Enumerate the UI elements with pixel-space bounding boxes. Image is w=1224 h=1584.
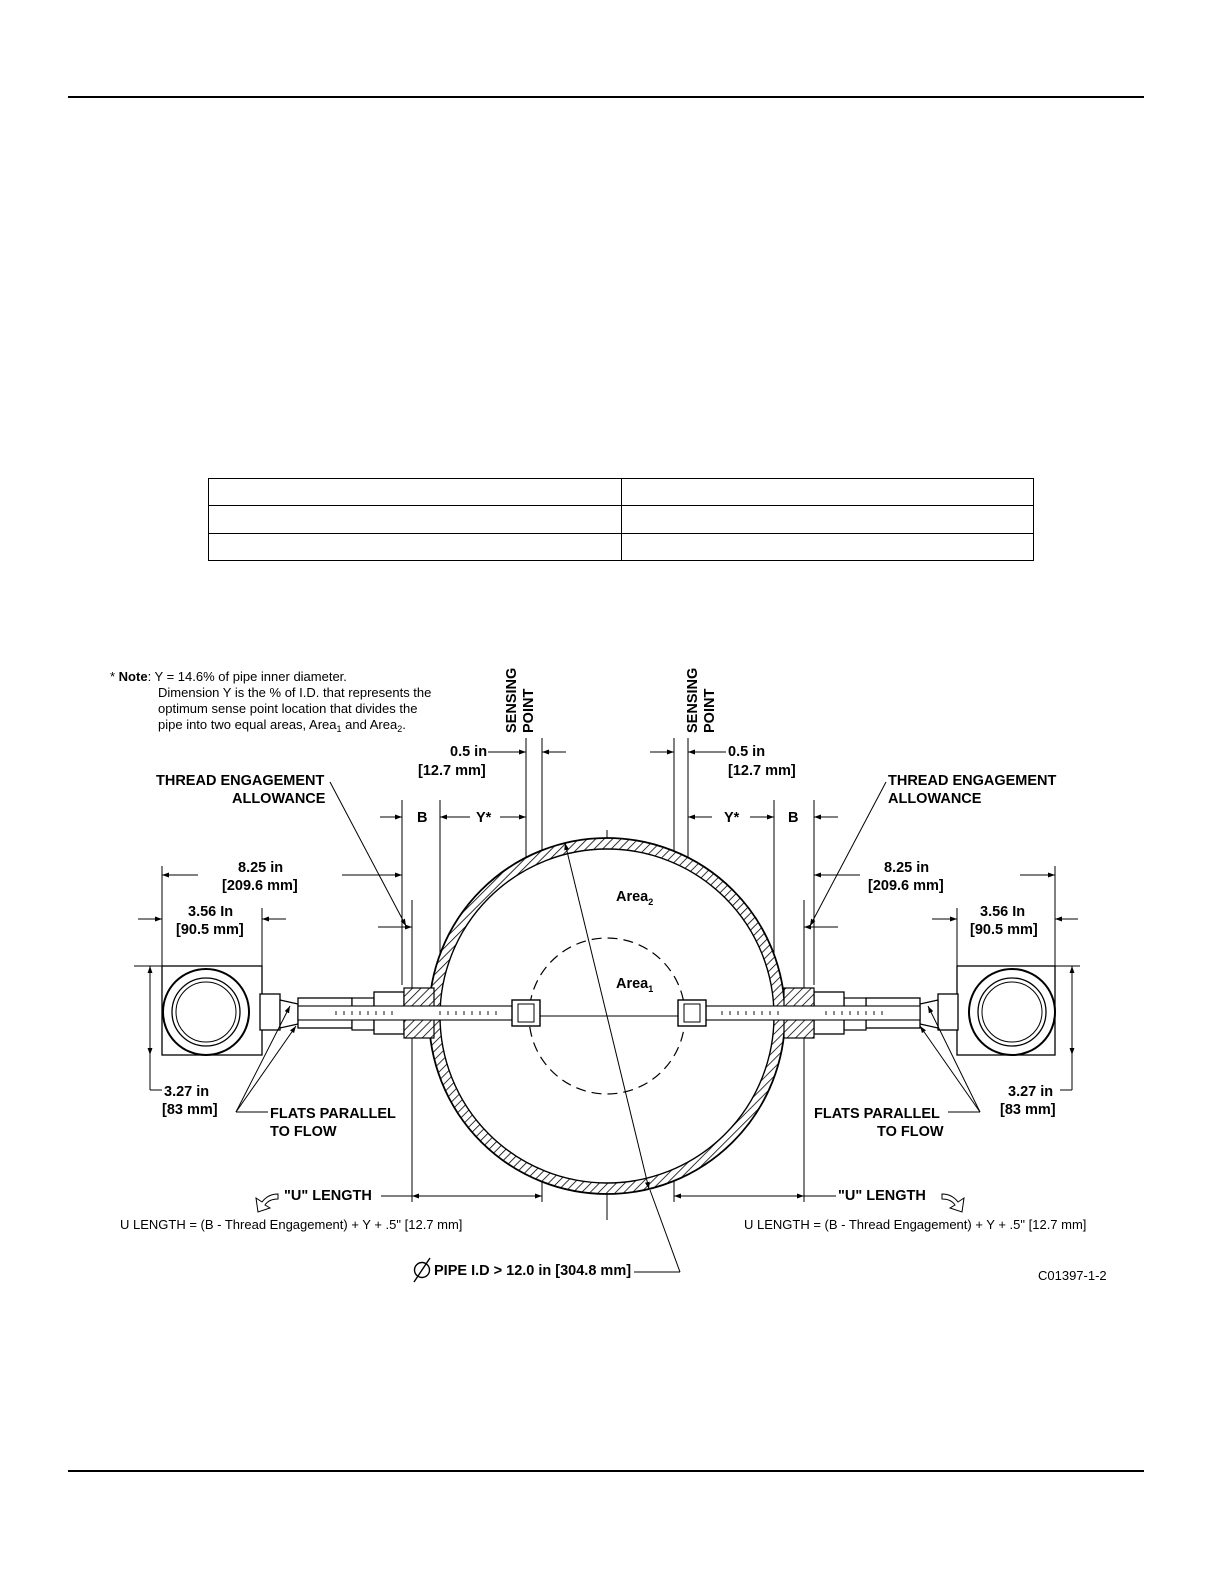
- svg-text:3.27 in: 3.27 in: [1008, 1084, 1054, 1100]
- svg-text:THREAD ENGAGEMENT: THREAD ENGAGEMENT: [888, 773, 1057, 789]
- svg-text:[83 mm]: [83 mm]: [1000, 1102, 1056, 1118]
- blank-table: [208, 478, 1034, 561]
- svg-text:POINT: POINT: [521, 688, 537, 733]
- note-line3: optimum sense point location that divides the: [158, 701, 418, 716]
- header-rule: [68, 96, 1144, 98]
- svg-text:[209.6 mm]: [209.6 mm]: [222, 878, 298, 894]
- dim-half-inch-right: [650, 744, 796, 779]
- svg-text:0.5 in: 0.5 in: [728, 744, 766, 760]
- u-length-left: [120, 1188, 542, 1232]
- svg-text:Y*: Y*: [476, 810, 492, 826]
- svg-text:TO FLOW: TO FLOW: [270, 1124, 337, 1140]
- svg-text:SENSING: SENSING: [685, 667, 701, 733]
- u-length-right: [674, 1188, 1086, 1232]
- svg-text:8.25 in: 8.25 in: [884, 860, 930, 876]
- svg-text:[209.6 mm]: [209.6 mm]: [868, 878, 944, 894]
- note-line4c: .: [402, 717, 406, 732]
- note-line2: Dimension Y is the % of I.D. that represents the: [158, 685, 432, 700]
- svg-text:U LENGTH = (B - Thread Engagem: U LENGTH = (B - Thread Engagement) + Y + .5" [12.7 mm]: [120, 1217, 463, 1232]
- table-cell: [209, 506, 622, 533]
- note-line4a: pipe into two equal areas, Area: [158, 717, 337, 732]
- svg-text:[90.5 mm]: [90.5 mm]: [176, 922, 244, 938]
- svg-text:POINT: POINT: [702, 688, 718, 733]
- svg-text:FLATS PARALLEL: FLATS PARALLEL: [814, 1106, 940, 1122]
- table-cell: [621, 506, 1034, 533]
- footer-rule: [68, 1470, 1144, 1472]
- note-line1: : Y = 14.6% of pipe inner diameter.: [147, 669, 347, 684]
- note-sub2: 2: [397, 724, 403, 734]
- svg-text:3.56 In: 3.56 In: [980, 904, 1026, 920]
- svg-text:[90.5 mm]: [90.5 mm]: [970, 922, 1038, 938]
- pipe-id-callout: [414, 1190, 680, 1282]
- area1-label: Area$_1$: [616, 976, 654, 994]
- dim-356-left: [138, 904, 412, 938]
- sensing-point-left: [504, 668, 537, 733]
- installation-drawing: [0, 600, 1224, 1300]
- svg-text:TO FLOW: TO FLOW: [877, 1124, 944, 1140]
- svg-text:ALLOWANCE: ALLOWANCE: [232, 791, 326, 807]
- svg-text:Y*: Y*: [724, 810, 740, 826]
- svg-text:U LENGTH = (B - Thread Engagem: U LENGTH = (B - Thread Engagement) + Y + .5" [12.7 mm]: [744, 1217, 1087, 1232]
- svg-text:* Note: Y = 14.6% of pipe inne: [110, 669, 347, 684]
- svg-text:SENSING: SENSING: [504, 667, 520, 733]
- svg-text:[83 mm]: [83 mm]: [162, 1102, 218, 1118]
- table-cell: [209, 479, 622, 506]
- svg-text:B: B: [788, 810, 799, 826]
- table-cell: [621, 533, 1034, 560]
- svg-text:THREAD ENGAGEMENT: THREAD ENGAGEMENT: [156, 773, 325, 789]
- dim-356-right: [804, 904, 1078, 938]
- svg-text:pipe into two equal areas, Are: [158, 717, 406, 734]
- dim-825-right: [814, 860, 1055, 894]
- table-cell: [209, 533, 622, 560]
- svg-text:[12.7 mm]: [12.7 mm]: [418, 763, 486, 779]
- area2-label: Area$_2$: [616, 889, 654, 907]
- svg-text:3.56 In: 3.56 In: [188, 904, 234, 920]
- sensing-point-right: [685, 668, 718, 733]
- dim-b-y-right: [688, 810, 838, 826]
- svg-text:FLATS PARALLEL: FLATS PARALLEL: [270, 1106, 396, 1122]
- table-row: [209, 506, 1034, 533]
- svg-text:8.25 in: 8.25 in: [238, 860, 284, 876]
- figure-code: C01397-1-2: [1038, 1268, 1107, 1283]
- table-cell: [621, 479, 1034, 506]
- svg-text:ALLOWANCE: ALLOWANCE: [888, 791, 982, 807]
- dim-half-inch-left: [418, 744, 566, 779]
- note-keyword: Note: [118, 669, 148, 684]
- table-row: [209, 479, 1034, 506]
- note-sub1: 1: [336, 724, 342, 734]
- svg-text:0.5 in: 0.5 in: [450, 744, 488, 760]
- svg-text:[12.7 mm]: [12.7 mm]: [728, 763, 796, 779]
- note-prefix: *: [110, 669, 119, 684]
- note-block: [110, 669, 431, 734]
- svg-text:PIPE I.D > 12.0 in [304.8 mm]: PIPE I.D > 12.0 in [304.8 mm]: [434, 1263, 632, 1279]
- svg-text:"U" LENGTH: "U" LENGTH: [284, 1188, 372, 1204]
- svg-text:"U" LENGTH: "U" LENGTH: [838, 1188, 926, 1204]
- note-line4b: and Area: [341, 717, 398, 732]
- svg-text:3.27 in: 3.27 in: [164, 1084, 210, 1100]
- svg-text:B: B: [417, 810, 428, 826]
- table-row: [209, 533, 1034, 560]
- dim-825-left: [162, 860, 402, 894]
